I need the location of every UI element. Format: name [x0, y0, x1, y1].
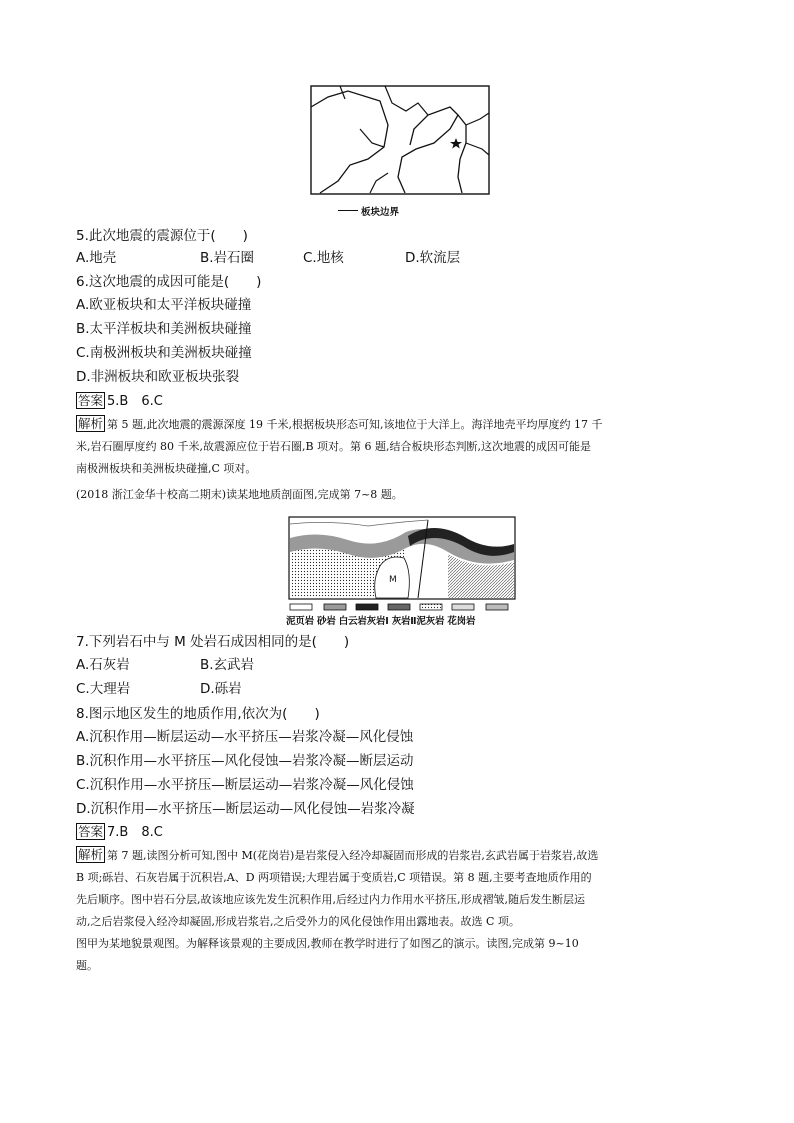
- plate-map-legend: [338, 200, 458, 218]
- swatch-dolomite: [356, 604, 378, 610]
- question-8-option-c: C.沉积作用—水平挤压—断层运动—岩浆冷凝—风化侵蚀: [76, 777, 414, 793]
- answer-text: 7.B 8.C: [107, 825, 163, 840]
- intro-7-8: (2018 浙江金华十校高二期末)读某地地质剖面图,完成第 7~8 题。: [76, 488, 403, 501]
- analysis-line: 米,岩石圈厚度约 80 千米,故震源应位于岩石圈,B 项对。第 6 题,结合板块形态判断,这次地震的成因可能是: [76, 440, 592, 453]
- swatch-limestone-1: [388, 604, 410, 610]
- analysis-7-8: [76, 845, 726, 933]
- plate-boundary-line-icon: [338, 210, 358, 211]
- intro-line: 图甲为某地貌景观图。为解释该景观的主要成因,教师在教学时进行了如图乙的演示。读图,完成第 9~10: [76, 937, 579, 950]
- question-7-stem: 7.下列岩石中与 M 处岩石成因相同的是( ): [76, 634, 350, 650]
- question-7-option-a: A.石灰岩: [76, 657, 130, 673]
- question-5-option-d: D.软流层: [405, 250, 461, 266]
- geologic-legend: [286, 603, 518, 627]
- geologic-section-figure: [288, 516, 516, 600]
- question-5-option-b: B.岩石圈: [200, 250, 255, 266]
- question-7-option-b: B.玄武岩: [200, 657, 255, 673]
- analysis-line: 第 5 题,此次地震的震源深度 19 千米,根据板块形态可知,该地位于大洋上。海洋地壳平均厚度约 17 千: [107, 418, 603, 431]
- question-6-option-a: A.欧亚板块和太平洋板块碰撞: [76, 297, 252, 313]
- question-5-option-a: A.地壳: [76, 250, 117, 266]
- analysis-line: 南极洲板块和美洲板块碰撞,C 项对。: [76, 462, 257, 475]
- analysis-line: 第 7 题,读图分析可知,图中 M(花岗岩)是岩浆侵入经冷却凝固而形成的岩浆岩,玄武岩属于岩浆岩,故选: [107, 849, 599, 862]
- geologic-section: [288, 516, 516, 600]
- intro-line: 题。: [76, 959, 98, 972]
- answer-tag: 答案: [78, 393, 104, 408]
- question-7-option-d: D.砾岩: [200, 681, 242, 697]
- question-6-stem: 6.这次地震的成因可能是( ): [76, 274, 262, 290]
- question-6-option-c: C.南极洲板块和美洲板块碰撞: [76, 345, 252, 361]
- geologic-legend-labels: [286, 613, 518, 627]
- swatch-granite: [486, 604, 508, 610]
- question-8-option-b: B.沉积作用—水平挤压—风化侵蚀—岩浆冷凝—断层运动: [76, 753, 414, 769]
- answer-7-8: [76, 823, 163, 843]
- question-8-option-d: D.沉积作用—水平挤压—断层运动—风化侵蚀—岩浆冷凝: [76, 801, 415, 817]
- legend-marl: 泥灰岩: [416, 616, 445, 627]
- swatch-sandstone: [324, 604, 346, 610]
- legend-granite: 花岗岩: [447, 616, 476, 627]
- legend-sandstone: 砂岩: [317, 616, 336, 627]
- legend-limestone-1: 灰岩Ⅰ: [366, 616, 389, 627]
- swatch-limestone-2: [420, 604, 442, 610]
- label-m: M: [389, 575, 397, 585]
- question-6-option-d: D.非洲板块和欧亚板块张裂: [76, 369, 240, 385]
- answer-text: 5.B 6.C: [107, 394, 163, 409]
- answer-5-6: [76, 392, 163, 412]
- plate-map: [310, 85, 490, 195]
- analysis-tag: 解析: [78, 847, 104, 862]
- geologic-legend-swatches: [286, 603, 518, 611]
- legend-limestone-2: 灰岩Ⅱ: [391, 616, 417, 627]
- swatch-shale: [290, 604, 312, 610]
- question-7-option-c: C.大理岩: [76, 681, 131, 697]
- analysis-tag: 解析: [78, 416, 104, 431]
- legend-shale: 泥页岩: [286, 616, 314, 627]
- answer-tag: 答案: [78, 824, 104, 839]
- analysis-line: 先后顺序。图中岩石分层,故该地应该先发生沉积作用,后经过内力作用水平挤压,形成褶皱,随后发生断层运: [76, 893, 585, 906]
- question-6-option-b: B.太平洋板块和美洲板块碰撞: [76, 321, 252, 337]
- question-8-stem: 8.图示地区发生的地质作用,依次为( ): [76, 706, 320, 722]
- question-5-option-c: C.地核: [303, 250, 344, 266]
- question-8-option-a: A.沉积作用—断层运动—水平挤压—岩浆冷凝—风化侵蚀: [76, 729, 414, 745]
- question-5-stem: 5.此次地震的震源位于( ): [76, 228, 248, 244]
- analysis-line: B 项;砾岩、石灰岩属于沉积岩,A、D 两项错误;大理岩属于变质岩,C 项错误。第 8 题,主要考查地质作用的: [76, 871, 592, 884]
- swatch-marl: [452, 604, 474, 610]
- plate-map-figure: [310, 85, 490, 195]
- analysis-line: 动,之后岩浆侵入经冷却凝固,形成岩浆岩,之后受外力的风化侵蚀作用出露地表。故选 C 项。: [76, 915, 520, 928]
- analysis-5-6: [76, 414, 726, 480]
- intro-9-10: [76, 933, 726, 977]
- legend-dolomite: 白云岩: [338, 616, 367, 627]
- plate-boundary-label: 板块边界: [361, 207, 400, 218]
